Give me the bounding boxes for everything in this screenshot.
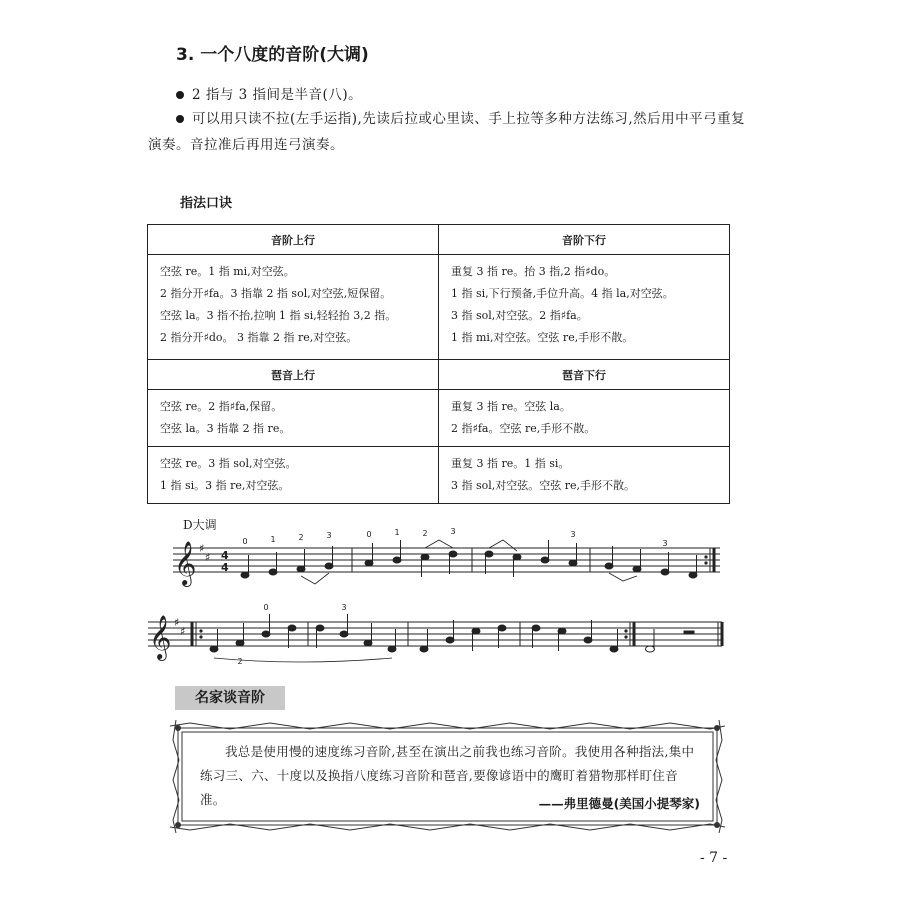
- corner-ornament: [175, 725, 181, 731]
- fingering-number: 2: [298, 533, 304, 542]
- note: [388, 646, 396, 652]
- note: [689, 572, 697, 578]
- note: [610, 646, 618, 652]
- repeat-dot: [704, 561, 707, 564]
- note: [605, 563, 613, 569]
- fingering-number: 2: [422, 529, 428, 538]
- music-staff-2: [140, 602, 730, 672]
- note: [269, 569, 277, 575]
- fingering-number: 1: [394, 528, 400, 537]
- bullet-item-2: 可以用只读不拉(左手运指),先读后拉或心里读、手上拉等多种方法练习,然后用中平弓重复: [176, 108, 745, 130]
- note: [661, 569, 669, 575]
- note: [325, 563, 333, 569]
- fingering-number: 3: [341, 603, 347, 612]
- sharp-f-icon: ♯: [174, 616, 180, 629]
- text-line: 重复 3 指 re。1 指 si。: [451, 457, 570, 470]
- semitone-mark: [301, 573, 329, 584]
- text-line: 2 指分开♯fa。3 指靠 2 指 sol,对空弦,短保留。: [160, 287, 392, 300]
- fingering-title: 指法口诀: [180, 196, 233, 211]
- semitone-mark: [489, 540, 517, 551]
- semitone-mark: [609, 573, 637, 581]
- fingering-number: 3: [326, 531, 332, 540]
- text-line: 3 指 sol,对空弦。空弦 re,手形不散。: [451, 479, 636, 492]
- note: [236, 640, 244, 646]
- note: [541, 557, 549, 563]
- treble-clef-icon: 𝄞: [174, 541, 197, 585]
- fingering-number: 1: [270, 535, 276, 544]
- quote-text: 我总是使用慢的速度练习音阶,甚至在演出之前我也练习音阶。我使用各种指法,集中练习三、六、十度以及换指八度练习音阶和琶音,要像谚语中的鹰盯着猎物那样盯住音准。: [200, 744, 695, 807]
- quote-attribution: ——弗里德曼(美国小提琴家): [538, 796, 700, 811]
- text-line: 1 指 si。3 指 re,对空弦。: [160, 479, 290, 492]
- note: [449, 551, 457, 557]
- fingering-number: 3: [662, 539, 668, 548]
- text-line: 1 指 si,下行预备,手位升高。4 指 la,对空弦。: [451, 287, 674, 300]
- bullet-dot-icon: [176, 115, 184, 123]
- sharp-c-icon: ♯: [205, 551, 211, 564]
- section-heading: 3. 一个八度的音阶(大调): [176, 45, 369, 65]
- note: [485, 551, 493, 557]
- header-scale-up: 音阶上行: [148, 225, 439, 255]
- note: [262, 631, 270, 637]
- sidebar-title: 名家谈音阶: [175, 686, 285, 710]
- text-line: 1 指 mi,对空弦。空弦 re,手形不散。: [451, 331, 634, 344]
- text-line: 2 指分开♯do。 3 指靠 2 指 re,对空弦。: [160, 331, 358, 344]
- note: [288, 625, 296, 631]
- time-sig-bottom: 4: [221, 561, 229, 574]
- music-staff-1: [165, 528, 730, 588]
- text-line: 空弦 la。3 指靠 2 指 re。: [160, 422, 291, 435]
- note: [365, 560, 373, 566]
- cell-scale-down: [439, 255, 730, 360]
- note: [569, 560, 577, 566]
- note: [297, 566, 305, 572]
- note: [340, 631, 348, 637]
- key-label: D大调: [183, 518, 217, 532]
- repeat-dot: [199, 629, 202, 632]
- note: [316, 625, 324, 631]
- note: [558, 628, 566, 634]
- bullet-dot-icon: [176, 91, 184, 99]
- bullet-item-1: 2 指与 3 指间是半音(八)。: [176, 84, 362, 106]
- note: [498, 625, 506, 631]
- note: [393, 557, 401, 563]
- text-line: 2 指♯fa。空弦 re,手形不散。: [451, 422, 596, 435]
- text-line: 空弦 la。3 指不抬,拉响 1 指 si,轻轻抬 3,2 指。: [160, 309, 397, 322]
- cell-arp-down-2: [439, 447, 730, 504]
- repeat-dot: [199, 635, 202, 638]
- fingering-number: 2: [237, 657, 243, 666]
- half-note: [646, 646, 655, 652]
- note: [532, 625, 540, 631]
- repeat-dot: [624, 629, 627, 632]
- text-line: 空弦 re。1 指 mi,对空弦。: [160, 265, 295, 278]
- fingering-number: 3: [450, 528, 456, 536]
- header-scale-down: 音阶下行: [439, 225, 730, 255]
- corner-ornament: [714, 822, 720, 828]
- cell-arp-down-1: [439, 390, 730, 447]
- time-sig-top: 4: [221, 549, 229, 562]
- note: [420, 646, 428, 652]
- fingering-number: 3: [570, 530, 576, 539]
- fingering-number: 0: [263, 603, 269, 612]
- header-arp-up: 琶音上行: [148, 360, 439, 390]
- repeat-dot: [624, 635, 627, 638]
- corner-ornament: [175, 822, 181, 828]
- treble-clef-icon: 𝄞: [149, 615, 172, 659]
- note: [446, 637, 454, 643]
- cell-arp-up-1: [148, 390, 439, 447]
- fingering-number: 0: [242, 537, 248, 546]
- fingering-number: 0: [366, 530, 372, 539]
- note: [210, 646, 218, 652]
- text-line: 空弦 re。2 指♯fa,保留。: [160, 400, 283, 413]
- note: [584, 637, 592, 643]
- half-rest: [684, 631, 694, 634]
- page-number: - 7 -: [700, 850, 728, 866]
- corner-ornament: [714, 725, 720, 731]
- note: [364, 640, 372, 646]
- cell-arp-up-2: [148, 447, 439, 504]
- header-arp-down: 琶音下行: [439, 360, 730, 390]
- semitone-mark: [425, 540, 453, 548]
- fingering-table: [147, 224, 730, 504]
- text-line: 重复 3 指 re。抬 3 指,2 指♯do。: [451, 265, 616, 278]
- bullet-item-2-continuation: 演奏。音拉准后再用连弓演奏。: [148, 137, 344, 153]
- sharp-f-icon: ♯: [199, 542, 205, 555]
- note: [421, 554, 429, 560]
- cell-scale-up: [148, 255, 439, 360]
- note: [241, 572, 249, 578]
- note: [513, 554, 521, 560]
- text-line: 空弦 re。3 指 sol,对空弦。: [160, 457, 297, 470]
- text-line: 3 指 sol,对空弦。2 指♯fa。: [451, 309, 588, 322]
- text-line: 重复 3 指 re。空弦 la。: [451, 400, 571, 413]
- note: [633, 566, 641, 572]
- sharp-c-icon: ♯: [180, 625, 186, 638]
- repeat-dot: [704, 555, 707, 558]
- note: [472, 628, 480, 634]
